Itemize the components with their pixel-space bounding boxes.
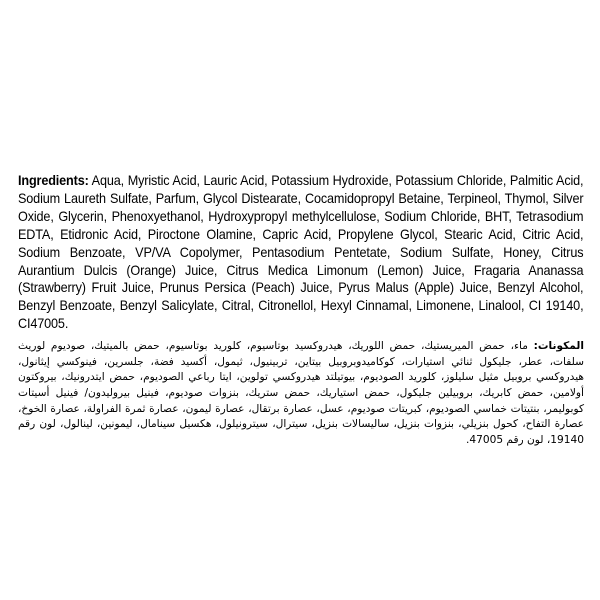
arabic-ingredients-heading: المكونات: [533,340,584,353]
ingredient-panel [18,172,584,448]
arabic-ingredients-list: ماء، حمض الميريستيك، حمض اللوريك، هيدروكسيد بوتاسيوم، كلوريد بوتاسيوم، حمض بالميتيك، صوديوم لوريث سلفات، عطر، جليكول ثنائي استيارات، كوكاميدوبروبيل بيتاين، تربينيول، ثيمول، أكسيد فضة، جلسرين، فينوكسي إيثانول، هيدروكسي بروبيل مثيل سليلوز، كلوريد الصوديوم، بيوتيلتد هيدروكسي تولوين، ايتا رباعي الصوديوم، حمض ايتدرونيك، بيروكتون أولامين، حمض كابريك، بروبيلين جليكول، حمض استياريك، حمض ستريك، بنزوات صوديوم، فينيل بيروليدون/ فينيل أسيتات كوبوليمر، بنتيتات خماسي الصوديوم، كبريتات صوديوم، عسل، عصارة برتقال، عصارة ليمون، عصارة ثمرة الفراولة، عصارة الخوخ، عصارة التفاح، كحول بنزيلي، بنزوات بنزيل، ساليسالات بنزيل، سيترال، سيترونيلول، هكسيل سينامال، ليمونين، لينالول، لون رقم 19140، لون رقم 47005. [18,340,584,446]
english-ingredients-heading: Ingredients: [18,173,89,188]
arabic-ingredients [18,339,584,448]
english-ingredients [18,172,583,333]
english-ingredients-list: Aqua, Myristic Acid, Lauric Acid, Potassium Hydroxide, Potassium Chloride, Palmitic Acid, Sodium Laureth Sulfate, Parfum, Glycol Distearate, Cocamidopropyl Betaine, Terpineol, Thymol, Silver Oxide, Glycerin, Phenoxyethanol, Hydroxypropyl methylcellulose, Sodium Chloride, BHT, Tetrasodium EDTA, Etidronic Acid, Piroctone Olamine, Capric Acid, Propylene Glycol, Stearic Acid, Citric Acid, Sodium Benzoate, VP/VA Copolymer, Pentasodium Pentetate, Sodium Sulfate, Honey, Citrus Aurantium Dulcis (Orange) Juice, Citrus Medica Limonum (Lemon) Juice, Fragaria Ananassa (Strawberry) Fruit Juice, Prunus Persica (Peach) Juice, Pyrus Malus (Apple) Juice, Benzyl Alcohol, Benzyl Benzoate, Benzyl Salicylate, Citral, Citronellol, Hexyl Cinnamal, Limonene, Linalool, CI 19140, CI47005. [18,173,584,332]
